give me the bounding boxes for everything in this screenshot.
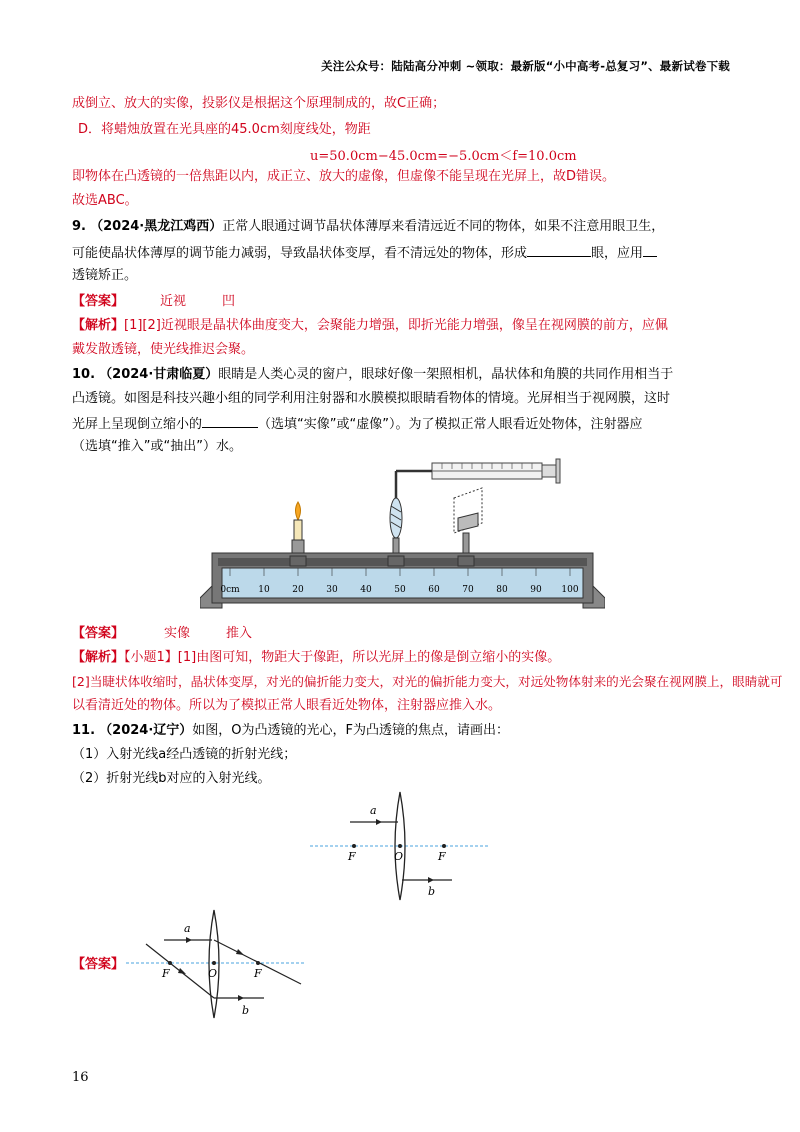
label-a: a — [184, 922, 191, 935]
q8-line4: 故选ABC。 — [72, 193, 138, 208]
ruler-label: 100 — [561, 585, 579, 595]
q10-stem-line2: 凸透镜。如图是科技兴趣小组的同学利用注射器和水膜模拟眼睛看物体的情境。光屏相当于视网膜，这时 — [72, 391, 671, 406]
q8-line1: 成倒立、放大的实像，投影仪是根据这个原理制成的，故C正确； — [72, 96, 446, 111]
q9-analysis-line2: 戴发散透镜，使光线推迟会聚。 — [72, 342, 255, 357]
q11-answer-label: 【答案】 — [72, 957, 125, 972]
q10-source: （2024·甘肃临夏） — [99, 367, 219, 382]
q11-source: （2024·辽宁） — [99, 723, 193, 738]
light-screen-icon — [454, 488, 482, 556]
label-F-left: F — [348, 850, 356, 863]
q11-stem-line1: 11. （2024·辽宁）如图，O为凸透镜的光心，F为凸透镜的焦点，请画出： — [72, 723, 510, 738]
ruler-label: 30 — [326, 585, 338, 595]
label-O: O — [394, 850, 404, 863]
q10-analysis-line3: 以看清近处的物体。所以为了模拟正常人眼看近处物体，注射器应推入水。 — [72, 698, 502, 713]
label-F-right: F — [254, 967, 262, 980]
q9-blank1 — [527, 242, 591, 257]
ruler-label: 0cm — [220, 585, 240, 595]
q10-analysis-line2: [2]当睫状体收缩时，晶状体变厚，对光的偏折能力变大，对光的偏折能力变大，对远处物体射来的光会聚在视网膜上，眼睛就可 — [72, 674, 783, 689]
q9-stem-line2: 可能使晶状体薄厚的调节能力减弱，导致晶状体变厚，看不清远处的物体，形成 眼，应用 — [72, 242, 657, 264]
q10-stem-line3: 光屏上呈现倒立缩小的 （选填“实像”或“虚像”）。为了模拟正常人眼看近处物体，注射器应 — [72, 413, 642, 435]
page-number: 16 — [72, 1070, 89, 1085]
q11-item1: （1）入射光线a经凸透镜的折射光线； — [72, 747, 297, 762]
candle-icon — [292, 502, 304, 556]
label-b: b — [428, 885, 436, 898]
q8-line2: D．将蜡烛放置在光具座的45.0cm刻度线处，物距 — [78, 122, 371, 137]
ruler-label: 10 — [258, 585, 270, 595]
page-header: 关注公众号：陆陆高分冲刺 ~领取：最新版“小中高考-总复习”、最新试卷下载 — [321, 59, 730, 73]
label-O: O — [208, 967, 218, 980]
q9-number: 9. — [72, 219, 86, 234]
q9-source: （2024·黑龙江鸡西） — [90, 219, 223, 234]
q9-text1: 正常人眼通过调节晶状体薄厚来看清远近不同的物体，如果不注意用眼卫生， — [222, 219, 665, 234]
optical-bench — [200, 553, 605, 608]
lens-question-figure — [310, 790, 490, 905]
q10-stem-line4: （选填“推入”或“抽出”）水。 — [72, 439, 242, 454]
ruler-label: 20 — [292, 585, 304, 595]
q8-line3: 即物体在凸透镜的一倍焦距以内，成正立、放大的虚像，但虚像不能呈现在光屏上，故D错误。 — [72, 169, 616, 184]
q10-answer: 【答案】 实像 推入 — [72, 626, 253, 641]
q9-stem-line3: 透镜矫正。 — [72, 268, 138, 283]
ruler-label: 90 — [530, 585, 542, 595]
q10-number: 10. — [72, 367, 96, 382]
q9-analysis-line1: 【解析】[1][2]近视眼是晶状体曲度变大，会聚能力增强，即折光能力增强，像呈在视网膜的前方，应佩 — [72, 318, 668, 333]
q10-analysis-line1: 【解析】【小题1】[1]由图可知，物距大于像距，所以光屏上的像是倒立缩小的实像。 — [72, 650, 561, 665]
q11-item2: （2）折射光线b对应的入射光线。 — [72, 771, 271, 786]
ruler-label: 70 — [462, 585, 474, 595]
label-a: a — [370, 804, 377, 817]
q9-stem-line1 — [72, 217, 664, 237]
q9-answer: 【答案】 近视 凹 — [72, 294, 236, 309]
label-F-right: F — [438, 850, 446, 863]
ruler-label: 50 — [394, 585, 406, 595]
q11-number: 11. — [72, 723, 96, 738]
q8-formula: u=50.0cm−45.0cm=−5.0cm＜f=10.0cm — [310, 149, 577, 164]
water-lens-icon — [390, 498, 402, 556]
lens-answer-figure — [126, 908, 316, 1023]
ruler-label: 60 — [428, 585, 440, 595]
q9-blank2 — [643, 242, 657, 257]
q10-stem-line1: 10. （2024·甘肃临夏）眼睛是人类心灵的窗户，眼球好像一架照相机，晶状体和角膜的共同作用相当于 — [72, 367, 674, 382]
optical-bench-figure — [200, 458, 605, 618]
label-F-left: F — [162, 967, 170, 980]
ruler-label: 80 — [496, 585, 508, 595]
q10-blank1 — [202, 413, 258, 428]
label-b: b — [242, 1004, 250, 1017]
ruler-label: 40 — [360, 585, 372, 595]
